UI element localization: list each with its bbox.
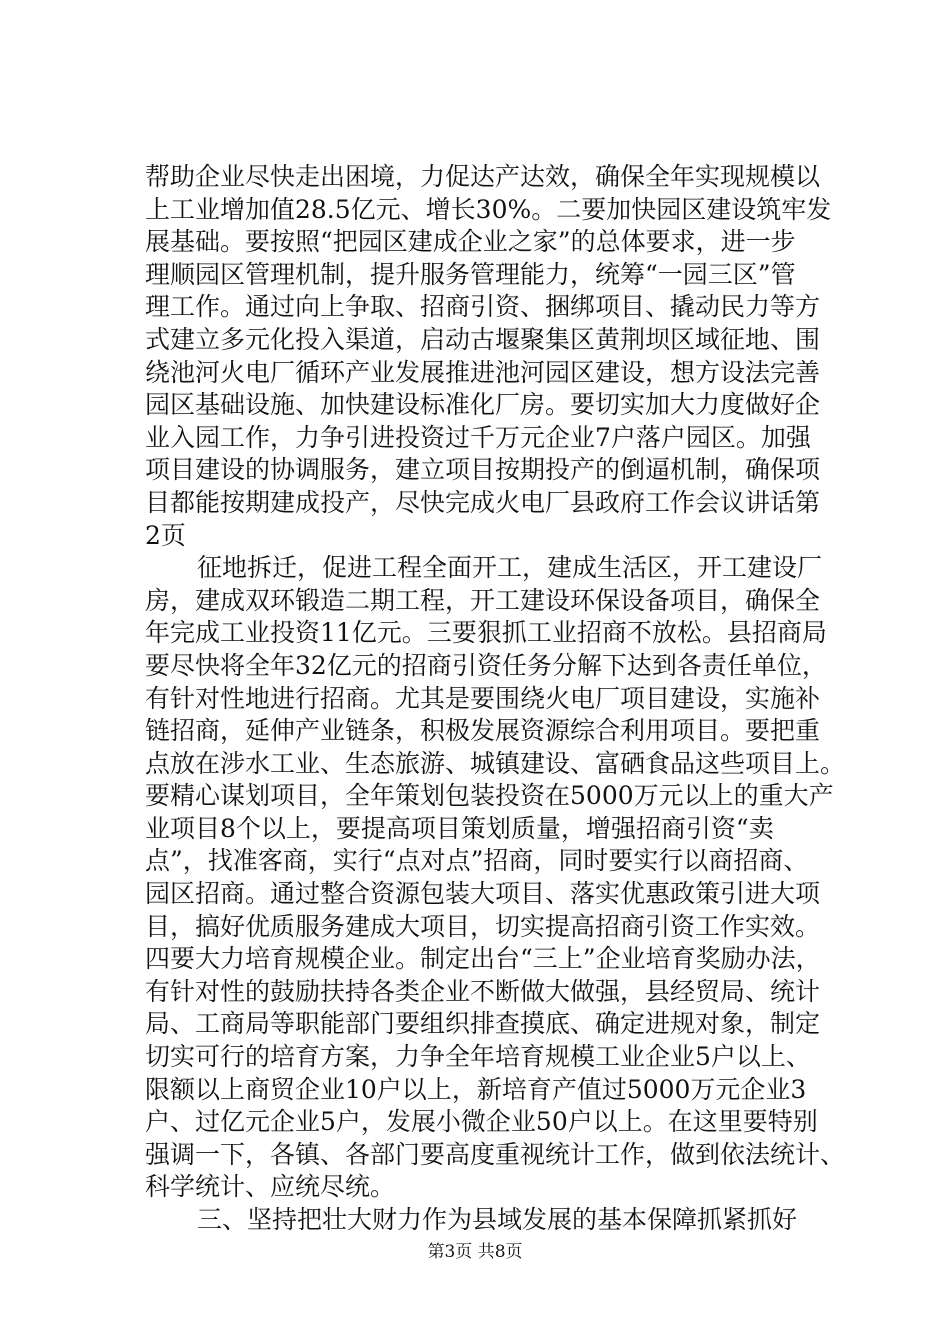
text-line: 点”，找准客商，实行“点对点”招商，同时要实行以商招商、 xyxy=(145,846,809,876)
text-line: 点放在涉水工业、生态旅游、城镇建设、富硒食品这些项目上。 xyxy=(145,748,846,778)
text-line: 切实可行的培育方案，力争全年培育规模工业企业5户以上、 xyxy=(145,1042,811,1072)
text-line: 理工作。通过向上争取、招商引资、捆绑项目、撬动民力等方 xyxy=(145,292,821,322)
text-line: 强调一下，各镇、各部门要高度重视统计工作，做到依法统计、 xyxy=(145,1139,846,1169)
text-line: 园区基础设施、加快建设标准化厂房。要切实加大力度做好企 xyxy=(145,390,821,420)
text-line: 上工业增加值28.5亿元、增长30%。二要加快园区建设筑牢发 xyxy=(145,194,832,224)
document-body xyxy=(145,161,845,1237)
text-line: 三、坚持把壮大财力作为县域发展的基本保障抓紧抓好 xyxy=(197,1205,798,1234)
paragraph xyxy=(145,1204,845,1237)
text-line: 房，建成双环锻造二期工程，开工建设环保设备项目，确保全 xyxy=(145,585,821,615)
text-line: 年完成工业投资11亿元。三要狠抓工业招商不放松。县招商局 xyxy=(145,618,827,648)
text-line: 局、工商局等职能部门要组织排查摸底、确定进规对象，制定 xyxy=(145,1009,821,1039)
text-line: 有针对性的鼓励扶持各类企业不断做大做强，县经贸局、统计 xyxy=(145,976,821,1006)
text-line: 帮助企业尽快走出困境，力促达产达效，确保全年实现规模以 xyxy=(145,162,821,191)
paragraph xyxy=(145,552,845,1204)
text-line: 式建立多元化投入渠道，启动古堰聚集区黄荆坝区域征地、围 xyxy=(145,324,821,354)
text-line: 要精心谋划项目，全年策划包装投资在5000万元以上的重大产 xyxy=(145,781,834,811)
paragraph xyxy=(145,161,845,552)
text-line: 业项目8个以上，要提高项目策划质量，增强招商引资“卖 xyxy=(145,813,774,843)
text-line: 展基础。要按照“把园区建成企业之家”的总体要求，进一步 xyxy=(145,227,796,257)
text-line: 限额以上商贸企业10户以上，新培育产值过5000万元企业3 xyxy=(145,1074,807,1104)
text-line: 有针对性地进行招商。尤其是要围绕火电厂项目建设，实施补 xyxy=(145,683,821,713)
text-line: 链招商，延伸产业链条，积极发展资源综合利用项目。要把重 xyxy=(145,716,821,746)
text-line: 户、过亿元企业5户，发展小微企业50户以上。在这里要特别 xyxy=(145,1107,818,1137)
text-line: 征地拆迁，促进工程全面开工，建成生活区，开工建设厂 xyxy=(197,553,823,583)
text-line: 目，搞好优质服务建成大项目，切实提高招商引资工作实效。 xyxy=(145,911,821,941)
text-line: 要尽快将全年32亿元的招商引资任务分解下达到各责任单位， xyxy=(145,650,827,680)
text-line: 科学统计、应统尽统。 xyxy=(145,1172,396,1202)
text-line: 四要大力培育规模企业。制定出台“三上”企业培育奖励办法， xyxy=(145,944,821,974)
text-line: 项目建设的协调服务，建立项目按期投产的倒逼机制，确保项 xyxy=(145,455,821,485)
text-line: 理顺园区管理机制，提升服务管理能力，统筹“一园三区”管 xyxy=(145,259,796,289)
text-line: 2页 xyxy=(145,520,186,550)
text-line: 绕池河火电厂循环产业发展推进池河园区建设，想方设法完善 xyxy=(145,357,821,387)
text-line: 业入园工作，力争引进投资过千万元企业7户落户园区。加强 xyxy=(145,422,811,452)
text-line: 目都能按期建成投产，尽快完成火电厂县政府工作会议讲话第 xyxy=(145,487,821,517)
page-footer: 第3页 共8页 xyxy=(427,1242,523,1262)
text-line: 园区招商。通过整合资源包装大项目、落实优惠政策引进大项 xyxy=(145,879,821,909)
